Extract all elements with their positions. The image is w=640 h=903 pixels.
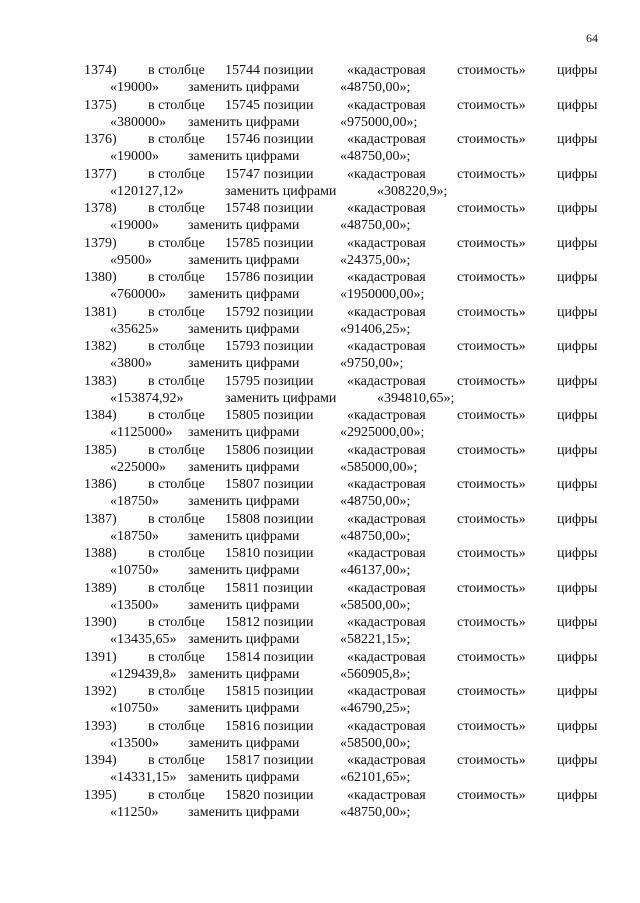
old-value: «35625» xyxy=(110,321,159,337)
cost-word: стоимость» xyxy=(457,511,526,527)
new-value: «62101,65»; xyxy=(340,770,411,785)
old-value: «18750» xyxy=(110,494,159,509)
replace-phrase: заменить цифрами xyxy=(188,252,300,268)
amendment-line-2 xyxy=(0,597,640,614)
amendment-line-1 xyxy=(0,304,640,321)
digits-word: цифры xyxy=(557,235,598,251)
old-value: «225000» xyxy=(110,459,166,475)
cost-word: стоимость» xyxy=(457,97,526,113)
amendment-item xyxy=(0,97,640,132)
amendment-line-1 xyxy=(0,166,640,183)
position-ref: 15745 позиции xyxy=(225,97,314,113)
page-number: 64 xyxy=(586,31,598,45)
cost-word: стоимость» xyxy=(457,615,526,630)
column-word: в столбце xyxy=(148,166,205,182)
column-word: в столбце xyxy=(148,97,205,113)
item-number: 1384) xyxy=(84,408,117,423)
replace-phrase: заменить цифрами xyxy=(188,735,300,751)
item-number: 1391) xyxy=(84,649,117,665)
replace-phrase: заменить цифрами xyxy=(188,114,300,130)
position-ref: 15793 позиции xyxy=(225,339,314,354)
cost-word: стоимость» xyxy=(457,373,526,389)
replace-phrase: заменить цифрами xyxy=(188,597,300,613)
cost-word: стоимость» xyxy=(457,408,526,423)
amendment-line-1 xyxy=(0,269,640,286)
item-number: 1378) xyxy=(84,201,117,216)
position-ref: 15805 позиции xyxy=(225,408,314,423)
amendment-line-2 xyxy=(0,528,640,545)
position-ref: 15820 позиции xyxy=(225,787,314,803)
cadastral-word: «кадастровая xyxy=(347,511,426,527)
amendment-item xyxy=(0,235,640,270)
column-word: в столбце xyxy=(148,684,205,699)
amendment-line-2 xyxy=(0,459,640,476)
old-value: «11250» xyxy=(110,804,159,820)
replace-phrase: заменить цифрами xyxy=(188,528,300,544)
amendment-item xyxy=(0,649,640,684)
column-word: в столбце xyxy=(148,201,205,216)
amendment-line-1 xyxy=(0,373,640,390)
amendment-item xyxy=(0,442,640,477)
amendment-line-2 xyxy=(0,493,640,510)
item-number: 1386) xyxy=(84,477,117,492)
cadastral-word: «кадастровая xyxy=(347,787,426,803)
item-number: 1390) xyxy=(84,615,117,630)
old-value: «13435,65» xyxy=(110,632,177,647)
item-number: 1385) xyxy=(84,442,117,458)
replace-phrase: заменить цифрами xyxy=(188,149,300,164)
cost-word: стоимость» xyxy=(457,477,526,492)
item-number: 1394) xyxy=(84,753,117,768)
cadastral-word: «кадастровая xyxy=(347,718,426,734)
item-number: 1383) xyxy=(84,373,117,389)
amendment-item xyxy=(0,511,640,546)
replace-phrase: заменить цифрами xyxy=(188,494,300,509)
replace-phrase: заменить цифрами xyxy=(225,390,337,406)
amendment-line-1 xyxy=(0,62,640,79)
new-value: «48750,00»; xyxy=(340,218,411,233)
old-value: «19000» xyxy=(110,218,159,233)
old-value: «13500» xyxy=(110,735,159,751)
replace-phrase: заменить цифрами xyxy=(188,218,300,233)
replace-phrase: заменить цифрами xyxy=(188,287,300,302)
column-word: в столбце xyxy=(148,408,205,423)
replace-phrase: заменить цифрами xyxy=(188,356,300,371)
new-value: «46790,25»; xyxy=(340,701,411,716)
old-value: «129439,8» xyxy=(110,666,177,682)
digits-word: цифры xyxy=(557,511,598,527)
new-value: «560905,8»; xyxy=(340,666,411,682)
position-ref: 15786 позиции xyxy=(225,270,314,285)
old-value: «1125000» xyxy=(110,425,173,440)
old-value: «380000» xyxy=(110,114,166,130)
cadastral-word: «кадастровая xyxy=(347,201,426,216)
amendment-line-2 xyxy=(0,286,640,303)
position-ref: 15807 позиции xyxy=(225,477,314,492)
amendment-line-2 xyxy=(0,252,640,269)
old-value: «10750» xyxy=(110,563,159,578)
position-ref: 15808 позиции xyxy=(225,511,314,527)
amendment-item xyxy=(0,166,640,201)
new-value: «58221,15»; xyxy=(340,632,411,647)
amendment-line-2 xyxy=(0,390,640,407)
amendment-line-2 xyxy=(0,217,640,234)
amendment-line-2 xyxy=(0,562,640,579)
cost-word: стоимость» xyxy=(457,270,526,285)
item-number: 1377) xyxy=(84,166,117,182)
cadastral-word: «кадастровая xyxy=(347,63,426,78)
new-value: «46137,00»; xyxy=(340,563,411,578)
replace-phrase: заменить цифрами xyxy=(188,804,300,820)
cadastral-word: «кадастровая xyxy=(347,546,426,561)
item-number: 1376) xyxy=(84,132,117,147)
position-ref: 15811 позиции xyxy=(225,580,313,596)
amendment-item xyxy=(0,614,640,649)
cadastral-word: «кадастровая xyxy=(347,408,426,423)
position-ref: 15785 позиции xyxy=(225,235,314,251)
new-value: «394810,65»; xyxy=(377,390,455,406)
position-ref: 15795 позиции xyxy=(225,373,314,389)
position-ref: 15792 позиции xyxy=(225,304,314,320)
cadastral-word: «кадастровая xyxy=(347,132,426,147)
amendment-item xyxy=(0,580,640,615)
cadastral-word: «кадастровая xyxy=(347,684,426,699)
position-ref: 15816 позиции xyxy=(225,718,314,734)
old-value: «14331,15» xyxy=(110,770,177,785)
position-ref: 15815 позиции xyxy=(225,684,314,699)
amendment-line-1 xyxy=(0,476,640,493)
cadastral-word: «кадастровая xyxy=(347,615,426,630)
new-value: «48750,00»; xyxy=(340,494,411,509)
item-number: 1387) xyxy=(84,511,117,527)
column-word: в столбце xyxy=(148,477,205,492)
column-word: в столбце xyxy=(148,787,205,803)
item-number: 1379) xyxy=(84,235,117,251)
replace-phrase: заменить цифрами xyxy=(188,80,300,95)
old-value: «10750» xyxy=(110,701,159,716)
cost-word: стоимость» xyxy=(457,546,526,561)
new-value: «48750,00»; xyxy=(340,80,411,95)
amendment-item xyxy=(0,683,640,718)
cadastral-word: «кадастровая xyxy=(347,166,426,182)
old-value: «19000» xyxy=(110,149,159,164)
digits-word: цифры xyxy=(557,201,598,216)
digits-word: цифры xyxy=(557,442,598,458)
position-ref: 15812 позиции xyxy=(225,615,314,630)
cost-word: стоимость» xyxy=(457,753,526,768)
cadastral-word: «кадастровая xyxy=(347,580,426,596)
amendment-line-1 xyxy=(0,545,640,562)
digits-word: цифры xyxy=(557,477,598,492)
amendment-line-1 xyxy=(0,338,640,355)
item-number: 1374) xyxy=(84,63,117,78)
amendment-line-1 xyxy=(0,200,640,217)
item-number: 1375) xyxy=(84,97,117,113)
column-word: в столбце xyxy=(148,304,205,320)
cadastral-word: «кадастровая xyxy=(347,270,426,285)
new-value: «24375,00»; xyxy=(340,252,411,268)
amendment-item xyxy=(0,476,640,511)
old-value: «760000» xyxy=(110,287,166,302)
cadastral-word: «кадастровая xyxy=(347,753,426,768)
amendment-line-1 xyxy=(0,511,640,528)
column-word: в столбце xyxy=(148,511,205,527)
replace-phrase: заменить цифрами xyxy=(225,183,337,199)
amendment-line-1 xyxy=(0,131,640,148)
digits-word: цифры xyxy=(557,546,598,561)
digits-word: цифры xyxy=(557,132,598,147)
amendment-item xyxy=(0,269,640,304)
digits-word: цифры xyxy=(557,580,598,596)
amendment-line-2 xyxy=(0,79,640,96)
old-value: «9500» xyxy=(110,252,152,268)
amendment-line-1 xyxy=(0,235,640,252)
column-word: в столбце xyxy=(148,373,205,389)
amendment-item xyxy=(0,338,640,373)
cost-word: стоимость» xyxy=(457,787,526,803)
amendment-line-1 xyxy=(0,580,640,597)
digits-word: цифры xyxy=(557,718,598,734)
amendment-list xyxy=(0,62,640,821)
digits-word: цифры xyxy=(557,304,598,320)
column-word: в столбце xyxy=(148,615,205,630)
new-value: «91406,25»; xyxy=(340,321,411,337)
position-ref: 15744 позиции xyxy=(225,63,314,78)
cadastral-word: «кадастровая xyxy=(347,235,426,251)
column-word: в столбце xyxy=(148,63,205,78)
column-word: в столбце xyxy=(148,649,205,665)
cadastral-word: «кадастровая xyxy=(347,97,426,113)
new-value: «1950000,00»; xyxy=(340,287,425,302)
new-value: «585000,00»; xyxy=(340,459,418,475)
cadastral-word: «кадастровая xyxy=(347,304,426,320)
replace-phrase: заменить цифрами xyxy=(188,563,300,578)
digits-word: цифры xyxy=(557,753,598,768)
new-value: «308220,9»; xyxy=(377,183,448,199)
new-value: «9750,00»; xyxy=(340,356,404,371)
replace-phrase: заменить цифрами xyxy=(188,459,300,475)
amendment-line-2 xyxy=(0,804,640,821)
cost-word: стоимость» xyxy=(457,166,526,182)
cost-word: стоимость» xyxy=(457,718,526,734)
amendment-line-1 xyxy=(0,683,640,700)
digits-word: цифры xyxy=(557,649,598,665)
cadastral-word: «кадастровая xyxy=(347,442,426,458)
amendment-line-2 xyxy=(0,114,640,131)
column-word: в столбце xyxy=(148,442,205,458)
item-number: 1395) xyxy=(84,787,117,803)
cost-word: стоимость» xyxy=(457,201,526,216)
column-word: в столбце xyxy=(148,235,205,251)
amendment-line-1 xyxy=(0,442,640,459)
position-ref: 15814 позиции xyxy=(225,649,314,665)
amendment-line-1 xyxy=(0,97,640,114)
amendment-item xyxy=(0,304,640,339)
cost-word: стоимость» xyxy=(457,649,526,665)
replace-phrase: заменить цифрами xyxy=(188,701,300,716)
old-value: «18750» xyxy=(110,528,159,544)
amendment-item xyxy=(0,373,640,408)
replace-phrase: заменить цифрами xyxy=(188,321,300,337)
cadastral-word: «кадастровая xyxy=(347,373,426,389)
amendment-item xyxy=(0,718,640,753)
digits-word: цифры xyxy=(557,684,598,699)
amendment-item xyxy=(0,787,640,822)
item-number: 1393) xyxy=(84,718,117,734)
cost-word: стоимость» xyxy=(457,339,526,354)
column-word: в столбце xyxy=(148,718,205,734)
amendment-line-1 xyxy=(0,752,640,769)
replace-phrase: заменить цифрами xyxy=(188,666,300,682)
column-word: в столбце xyxy=(148,339,205,354)
column-word: в столбце xyxy=(148,546,205,561)
new-value: «48750,00»; xyxy=(340,528,411,544)
amendment-item xyxy=(0,545,640,580)
replace-phrase: заменить цифрами xyxy=(188,632,300,647)
digits-word: цифры xyxy=(557,97,598,113)
cost-word: стоимость» xyxy=(457,684,526,699)
digits-word: цифры xyxy=(557,63,598,78)
new-value: «2925000,00»; xyxy=(340,425,425,440)
old-value: «153874,92» xyxy=(110,390,184,406)
cadastral-word: «кадастровая xyxy=(347,649,426,665)
amendment-line-1 xyxy=(0,649,640,666)
item-number: 1392) xyxy=(84,684,117,699)
position-ref: 15817 позиции xyxy=(225,753,314,768)
old-value: «3800» xyxy=(110,356,152,371)
amendment-item xyxy=(0,62,640,97)
amendment-item xyxy=(0,407,640,442)
amendment-line-1 xyxy=(0,407,640,424)
cost-word: стоимость» xyxy=(457,442,526,458)
digits-word: цифры xyxy=(557,339,598,354)
column-word: в столбце xyxy=(148,580,205,596)
old-value: «13500» xyxy=(110,597,159,613)
amendment-item xyxy=(0,752,640,787)
new-value: «58500,00»; xyxy=(340,735,411,751)
amendment-line-2 xyxy=(0,355,640,372)
digits-word: цифры xyxy=(557,615,598,630)
digits-word: цифры xyxy=(557,787,598,803)
new-value: «48750,00»; xyxy=(340,804,411,820)
amendment-item xyxy=(0,200,640,235)
amendment-line-2 xyxy=(0,631,640,648)
amendment-line-2 xyxy=(0,666,640,683)
new-value: «48750,00»; xyxy=(340,149,411,164)
item-number: 1380) xyxy=(84,270,117,285)
digits-word: цифры xyxy=(557,373,598,389)
amendment-item xyxy=(0,131,640,166)
amendment-line-1 xyxy=(0,787,640,804)
position-ref: 15747 позиции xyxy=(225,166,314,182)
cadastral-word: «кадастровая xyxy=(347,477,426,492)
position-ref: 15746 позиции xyxy=(225,132,314,147)
cost-word: стоимость» xyxy=(457,132,526,147)
column-word: в столбце xyxy=(148,753,205,768)
replace-phrase: заменить цифрами xyxy=(188,425,300,440)
amendment-line-1 xyxy=(0,718,640,735)
new-value: «58500,00»; xyxy=(340,597,411,613)
amendment-line-2 xyxy=(0,735,640,752)
amendment-line-2 xyxy=(0,424,640,441)
column-word: в столбце xyxy=(148,270,205,285)
old-value: «120127,12» xyxy=(110,183,184,199)
digits-word: цифры xyxy=(557,270,598,285)
cadastral-word: «кадастровая xyxy=(347,339,426,354)
item-number: 1381) xyxy=(84,304,117,320)
new-value: «975000,00»; xyxy=(340,114,418,130)
position-ref: 15748 позиции xyxy=(225,201,314,216)
cost-word: стоимость» xyxy=(457,63,526,78)
amendment-line-2 xyxy=(0,321,640,338)
amendment-line-1 xyxy=(0,614,640,631)
amendment-line-2 xyxy=(0,183,640,200)
item-number: 1388) xyxy=(84,546,117,561)
amendment-line-2 xyxy=(0,769,640,786)
column-word: в столбце xyxy=(148,132,205,147)
amendment-line-2 xyxy=(0,148,640,165)
cost-word: стоимость» xyxy=(457,304,526,320)
cost-word: стоимость» xyxy=(457,235,526,251)
digits-word: цифры xyxy=(557,408,598,423)
item-number: 1389) xyxy=(84,580,117,596)
digits-word: цифры xyxy=(557,166,598,182)
old-value: «19000» xyxy=(110,80,159,95)
replace-phrase: заменить цифрами xyxy=(188,770,300,785)
cost-word: стоимость» xyxy=(457,580,526,596)
amendment-line-2 xyxy=(0,700,640,717)
item-number: 1382) xyxy=(84,339,117,354)
position-ref: 15806 позиции xyxy=(225,442,314,458)
position-ref: 15810 позиции xyxy=(225,546,314,561)
